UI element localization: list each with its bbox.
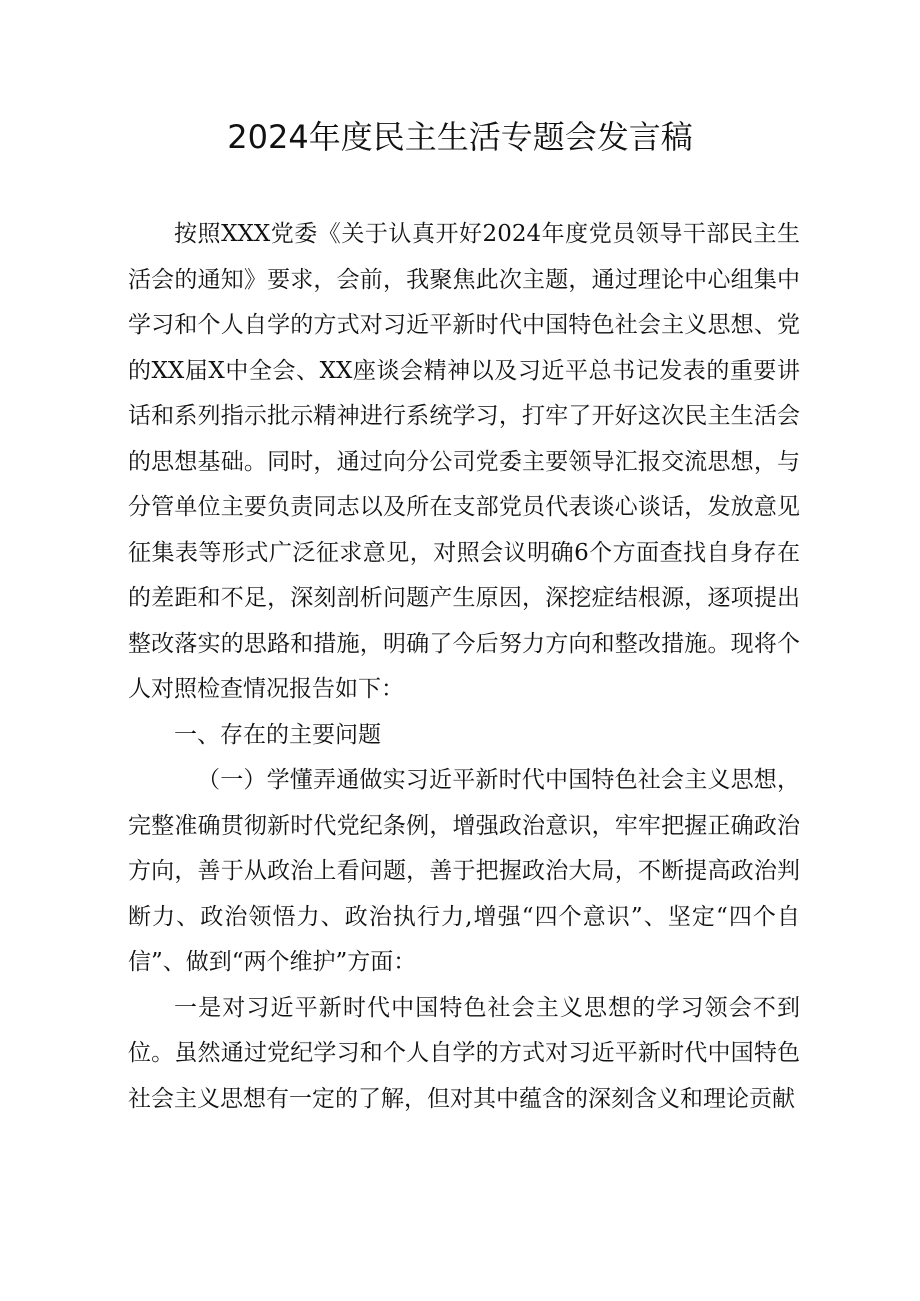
intro-paragraph: 按照XXX党委《关于认真开好2024年度党员领导干部民主生活会的通知》要求，会前，我聚焦此次主题，通过理论中心组集中学习和个人自学的方式对习近平新时代中国特色社会主义思想、党的XX届X中全会、XX座谈会精神以及习近平总书记发表的重要讲话和系列指示批示精神进行系统学习，打牢了开好这次民主生活会的思想基础。同时，通过向分公司党委主要领导汇报交流思想，与分管单位主要负责同志以及所在支部党员代表谈心谈话，发放意见征集表等形式广泛征求意见，对照会议明确6个方面查找自身存在的差距和不足，深刻剖析问题产生原因，深挖症结根源，逐项提出整改落实的思路和措施，明确了今后努力方向和整改措施。现将个人对照检查情况报告如下： bbox=[128, 221, 800, 702]
subsection-heading: （一）学懂弄通做实习近平新时代中国特色社会主义思想，完整准确贯彻新时代党纪条例，增强政治意识，牢牢把握正确政治方向，善于从政治上看问题，善于把握政治大局，不断提高政治判断力、政治领悟力、政治执行力,增强“四个意识”、坚定“四个自信”、做到“两个维护”方面： bbox=[128, 767, 800, 975]
section-heading: 一、存在的主要问题 bbox=[174, 721, 381, 748]
issue-paragraph: 一是对习近平新时代中国特色社会主义思想的学习领会不到位。虽然通过党纪学习和个人自学的方式对习近平新时代中国特色社会主义思想有一定的了解，但对其中蕴含的深刻含义和理论贡献 bbox=[128, 994, 800, 1112]
document-title: 2024年度民主生活专题会发言稿 bbox=[227, 118, 693, 156]
document-body bbox=[128, 212, 800, 1122]
